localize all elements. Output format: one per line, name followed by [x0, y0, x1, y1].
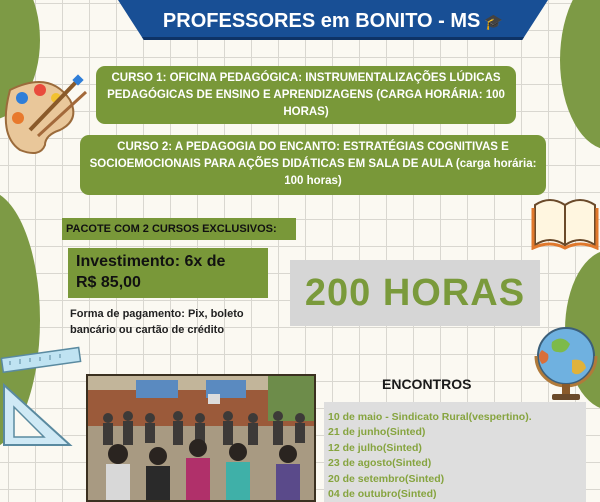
- page-title-text: PROFESSORES em BONITO - MS: [162, 10, 481, 32]
- investment-line-1: Investimento: 6x de: [76, 253, 226, 270]
- green-blob-top-right: [560, 0, 600, 150]
- meetings-title: ENCONTROS: [382, 376, 472, 392]
- meetings-list: [324, 402, 586, 502]
- graduation-cap-icon: 🎓: [484, 14, 504, 31]
- course-2-description: CURSO 2: A PEDAGOGIA DO ENCANTO: ESTRATÉGIAS COGNITIVAS E SOCIOEMOCIONAIS PARA AÇÕES DIDÁTICAS EM SALA DE AULA (carga horária: 100 horas): [80, 135, 546, 195]
- investment-box: [68, 248, 268, 298]
- course-1-description: CURSO 1: OFICINA PEDAGÓGICA: INSTRUMENTALIZAÇÕES LÚDICAS PEDAGÓGICAS DE ENSINO E APRENDIZAGENS (CARGA HORÁRIA: 100 HORAS): [96, 66, 516, 124]
- meeting-date: 23 de agosto(Sinted): [328, 457, 432, 470]
- group-activity-photo: [86, 374, 316, 502]
- meeting-date: 20 de setembro(Sinted): [328, 472, 445, 485]
- meeting-date: 04 de outubro(Sinted): [328, 488, 437, 501]
- total-hours-badge: 200 HORAS: [290, 260, 540, 326]
- payment-methods: Forma de pagamento: Pix, boleto bancário ou cartão de crédito: [70, 308, 244, 336]
- meeting-date: 10 de maio - Sindicato Rural(vespertino).: [328, 411, 532, 423]
- page-title: [118, 6, 548, 36]
- meeting-date: 21 de junho(Sinted): [328, 426, 426, 439]
- open-book-icon: [530, 190, 600, 255]
- globe-icon: [528, 322, 600, 407]
- ruler-triangle-icon: [0, 345, 85, 460]
- package-label: PACOTE COM 2 CURSOS EXCLUSIVOS:: [62, 218, 296, 240]
- paint-palette-icon: [0, 70, 90, 165]
- investment-line-2: R$ 85,00: [76, 274, 141, 291]
- meeting-date: 12 de julho(Sinted): [328, 441, 422, 454]
